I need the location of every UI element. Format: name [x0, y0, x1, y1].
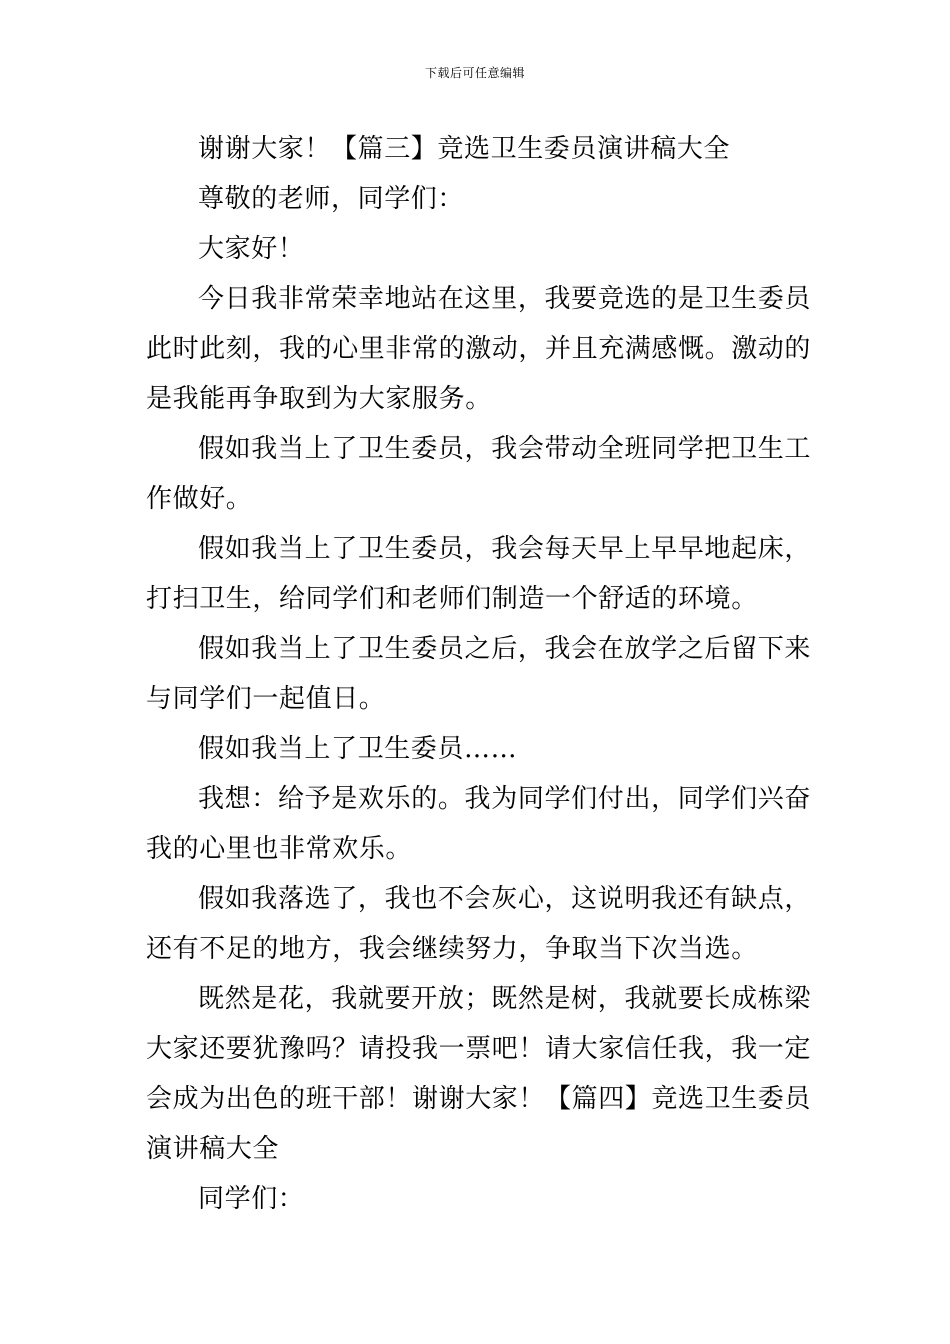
paragraph-8: 假如我当上了卫生委员…… [198, 734, 518, 764]
paragraph-9: 我想：给予是欢乐的。我为同学们付出，同学们兴奋我的心里也非常欢乐。 [146, 784, 811, 864]
paragraph-1: 谢谢大家！【篇三】竞选卫生委员演讲稿大全 [198, 134, 731, 164]
paragraph-7: 假如我当上了卫生委员之后，我会在放学之后留下来与同学们一起值日。 [146, 634, 811, 714]
paragraph-6: 假如我当上了卫生委员，我会每天早上早早地起床，打扫卫生，给同学们和老师们制造一个舒适的环境。 [146, 534, 811, 614]
paragraph-3: 大家好！ [198, 234, 305, 264]
page-header-note: 下载后可任意编辑 [424, 66, 525, 80]
paragraph-11: 既然是花，我就要开放；既然是树，我就要长成栋梁大家还要犹豫吗？请投我一票吧！请大家信任我，我一定会成为出色的班干部！谢谢大家！【篇四】竞选卫生委员演讲稿大全 [146, 984, 812, 1164]
paragraph-4: 今日我非常荣幸地站在这里，我要竞选的是卫生委员此时此刻，我的心里非常的激动，并且充满感慨。激动的是我能再争取到为大家服务。 [146, 284, 812, 414]
paragraph-12: 同学们： [198, 1184, 305, 1214]
paragraph-2: 尊敬的老师，同学们： [198, 184, 465, 214]
paragraph-10: 假如我落选了，我也不会灰心，这说明我还有缺点，还有不足的地方，我会继续努力，争取当下次当选。 [146, 884, 811, 964]
paragraph-5: 假如我当上了卫生委员，我会带动全班同学把卫生工作做好。 [146, 434, 811, 514]
document-body [146, 124, 811, 1224]
